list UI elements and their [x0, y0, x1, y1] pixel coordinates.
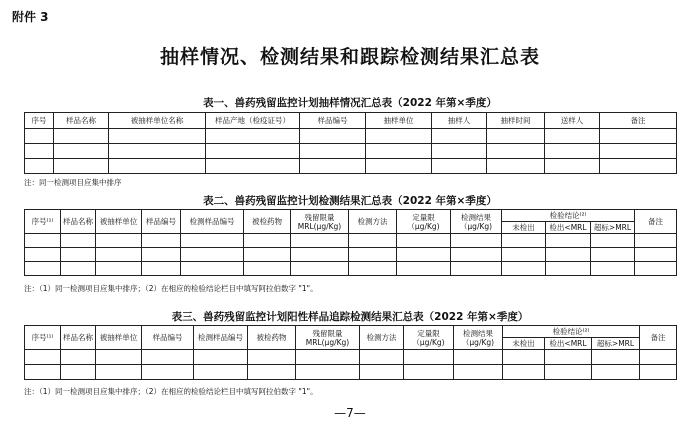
t2-header-sample-name: 样品名称 — [61, 210, 96, 234]
t2-header-remark: 备注 — [635, 210, 677, 234]
t1-header-remark: 备注 — [600, 113, 677, 129]
t2-header-sample-no: 样品编号 — [142, 210, 181, 234]
t2-header-loq: 定量限（μg/Kg) — [397, 210, 451, 234]
t3-header-unit: 被抽样单位 — [96, 326, 142, 350]
t3-header-sample-no: 样品编号 — [142, 326, 194, 350]
table2-note: 注：（1）同一检测项目应集中排序；（2）在相应的检验结论栏目中填写阿拉伯数字 "1"。 — [24, 284, 318, 293]
page-number: —7— — [334, 406, 366, 420]
t2-sub-above-mrl: 超标>MRL — [591, 222, 635, 234]
table-row — [25, 365, 677, 380]
table-row — [25, 262, 677, 276]
t3-header-sample-name: 样品名称 — [61, 326, 96, 350]
t3-header-test-sample-no: 检测样品编号 — [194, 326, 248, 350]
t1-header-sampling-time: 抽样时间 — [487, 113, 545, 129]
table3-note: 注：（1）同一检测项目应集中排序；（2）在相应的检验结论栏目中填写阿拉伯数字 "1"。 — [24, 387, 318, 396]
table-row — [25, 248, 677, 262]
table-row — [25, 129, 677, 144]
t1-header-deliverer: 送样人 — [545, 113, 600, 129]
page-title: 抽样情况、检测结果和跟踪检测结果汇总表 — [159, 46, 540, 68]
t1-header-unit-name: 被抽样单位名称 — [109, 113, 206, 129]
t2-sub-not-detected: 未检出 — [502, 222, 546, 234]
t2-header-mrl: 残留限量 MRL(μg/Kg) — [291, 210, 349, 234]
table2 — [24, 209, 677, 276]
table3 — [24, 325, 677, 380]
t2-header-test-sample-no: 检测样品编号 — [181, 210, 244, 234]
table2-title: 表二、兽药残留监控计划检测结果汇总表（2022 年第×季度） — [203, 195, 497, 207]
t3-header-result: 检测结果（μg/Kg) — [454, 326, 503, 350]
t3-sub-below-mrl: 检出<MRL — [545, 338, 592, 350]
table1-title: 表一、兽药残留监控计划抽样情况汇总表（2022 年第×季度） — [203, 97, 497, 109]
t3-header-mrl: 残留限量 MRL(μg/Kg) — [296, 326, 360, 350]
t1-header-origin: 样品产地（检疫证号） — [206, 113, 300, 129]
t3-sub-not-detected: 未检出 — [503, 338, 545, 350]
table1-note: 注：同一检测项目应集中排序 — [24, 178, 122, 187]
t2-header-drug: 被检药物 — [244, 210, 291, 234]
t2-header-conclusion: 检验结论⁽²⁾ — [502, 210, 635, 222]
table1 — [24, 112, 677, 174]
t1-header-sampling-unit: 抽样单位 — [366, 113, 432, 129]
t1-header-index: 序号 — [25, 113, 54, 129]
t3-header-conclusion: 检验结论⁽²⁾ — [503, 326, 640, 338]
table-row — [25, 234, 677, 248]
t1-header-sample-no: 样品编号 — [300, 113, 366, 129]
t1-header-sampler: 抽样人 — [432, 113, 487, 129]
table-row — [25, 159, 677, 174]
t3-header-index: 序号⁽¹⁾ — [25, 326, 61, 350]
t2-header-method: 检测方法 — [349, 210, 397, 234]
t2-header-index: 序号⁽¹⁾ — [25, 210, 61, 234]
table-row — [25, 350, 677, 365]
t3-header-drug: 被检药物 — [248, 326, 296, 350]
attachment-label: 附件 3 — [12, 10, 49, 24]
t3-sub-above-mrl: 超标>MRL — [592, 338, 640, 350]
table3-title: 表三、兽药残留监控计划阳性样品追踪检测结果汇总表（2022 年第×季度） — [171, 311, 529, 323]
t3-header-remark: 备注 — [640, 326, 677, 350]
t2-sub-below-mrl: 检出<MRL — [546, 222, 591, 234]
t2-header-unit: 被抽样单位 — [96, 210, 142, 234]
table-row — [25, 144, 677, 159]
t3-header-method: 检测方法 — [360, 326, 404, 350]
t2-header-result: 检测结果（μg/Kg) — [451, 210, 502, 234]
t1-header-sample-name: 样品名称 — [54, 113, 109, 129]
t3-header-loq: 定量限（μg/Kg) — [404, 326, 454, 350]
